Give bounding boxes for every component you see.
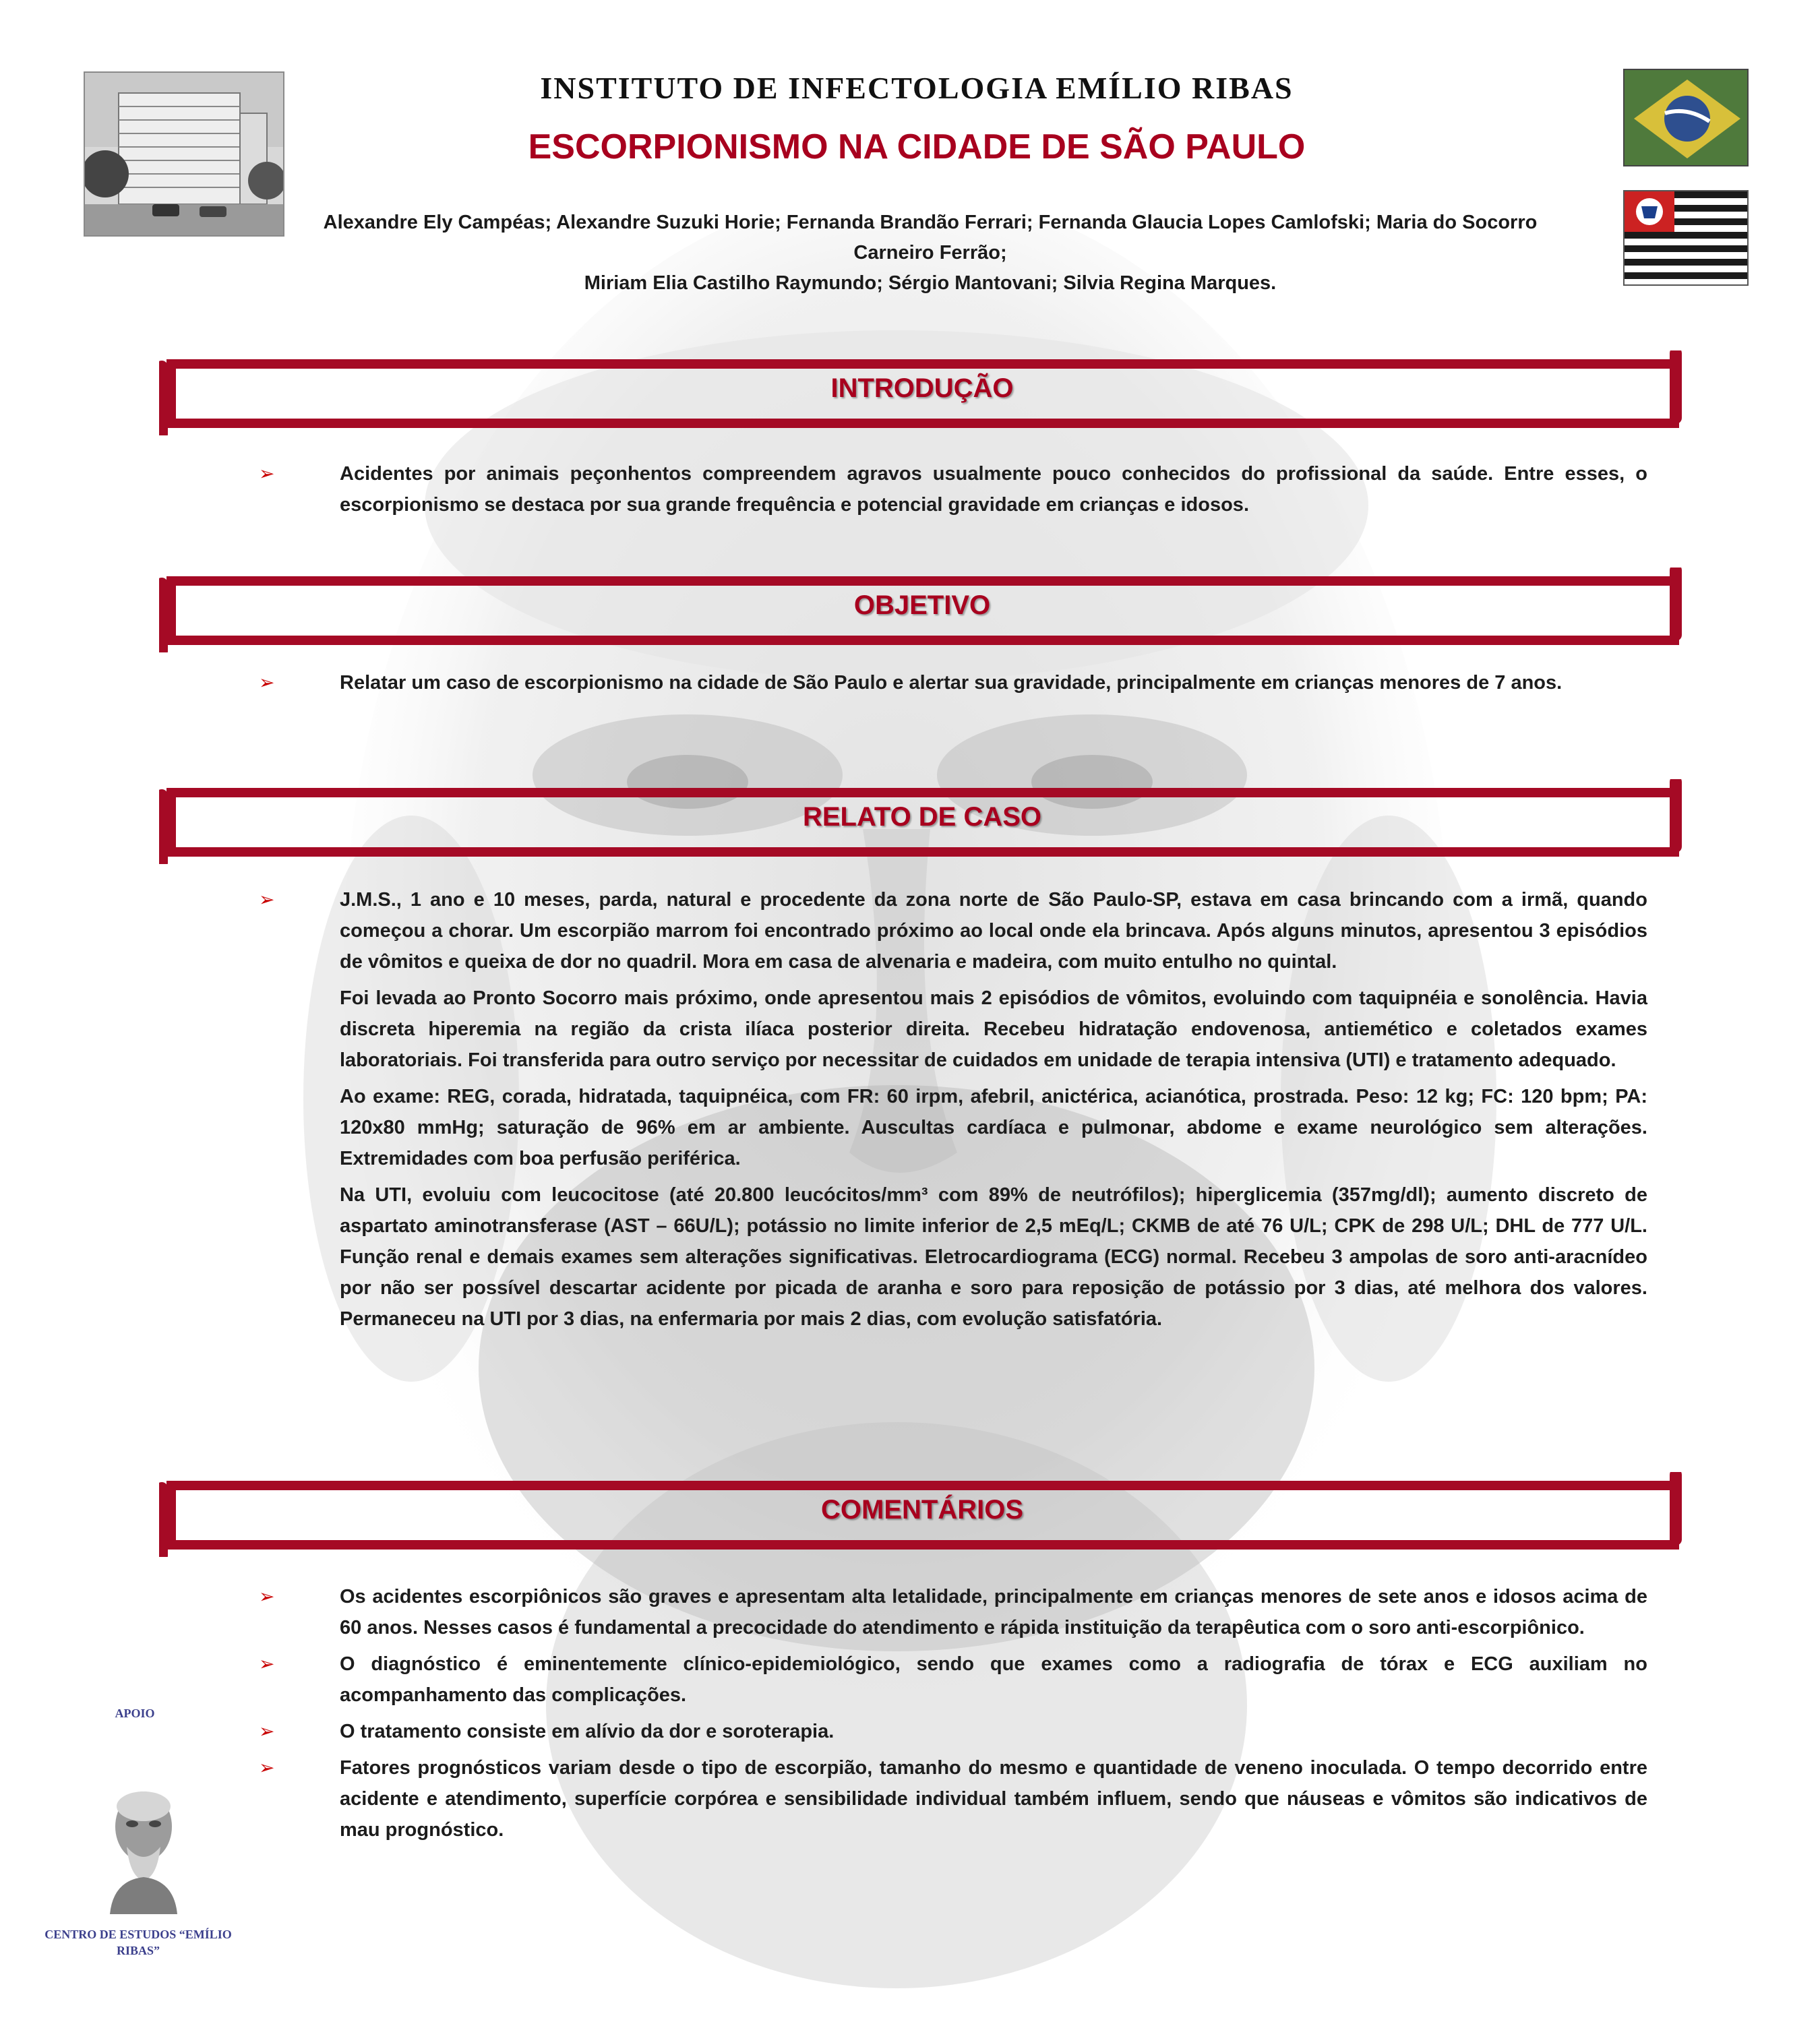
list-item xyxy=(259,1752,1647,1845)
list-item xyxy=(259,884,1647,977)
section-banner-introducao xyxy=(159,350,1685,435)
comment-text-3: O tratamento consiste em alívio da dor e soroterapia. xyxy=(340,1721,835,1742)
section-title-objetivo: OBJETIVO xyxy=(853,590,991,620)
arrowhead-bullet-icon: ➢ xyxy=(259,1586,275,1607)
intro-text: Acidentes por animais peçonhentos compreendem agravos usualmente pouco conhecidos do profissional da saúde. Entre esses, o escorpionismo se destaca por sua grande frequência e potencial gravidade em crianças e idosos. xyxy=(340,463,1647,516)
comment-text-4: Fatores prognósticos variam desde o tipo de escorpião, tamanho do mesmo e quantidade de veneno inoculada. O tempo decorrido entre acidente e atendimento, superfície corpórea e sensibilidade individual também influem, sendo que náuseas e vômitos são indicativos de mau prognóstico. xyxy=(340,1757,1647,1841)
section-body-relato xyxy=(259,884,1647,1340)
authors-line-1: Alexandre Ely Campéas; Alexandre Suzuki Horie; Fernanda Brandão Ferrari; Fernanda Glaucia Lopes Camlofski; Maria do Socorro Carneiro Ferrão; xyxy=(323,212,1538,264)
section-banner-relato xyxy=(159,779,1685,864)
arrowhead-bullet-icon: ➢ xyxy=(259,1721,275,1742)
section-banner-objetivo xyxy=(159,568,1685,652)
list-item xyxy=(259,667,1647,698)
authors-line-2: Miriam Elia Castilho Raymundo; Sérgio Mantovani; Silvia Regina Marques. xyxy=(584,272,1277,294)
support-label: APOIO xyxy=(115,1707,155,1720)
section-body-introducao xyxy=(259,458,1647,526)
emilio-ribas-bust-image xyxy=(100,1779,187,1914)
comment-text-2: O diagnóstico é eminentemente clínico-epidemiológico, sendo que exames como a radiografia de tórax e ECG auxiliam no acompanhamento das complicações. xyxy=(340,1653,1647,1706)
section-body-comentarios xyxy=(259,1581,1647,1851)
list-item xyxy=(259,1649,1647,1711)
poster-title: ESCORPIONISMO NA CIDADE DE SÃO PAULO xyxy=(528,127,1306,166)
arrowhead-bullet-icon: ➢ xyxy=(259,1757,275,1778)
section-title-comentarios: COMENTÁRIOS xyxy=(821,1495,1023,1525)
comment-text-1: Os acidentes escorpiônicos são graves e apresentam alta letalidade, principalmente em crianças menores de sete anos e idosos acima de 60 anos. Nesses casos é fundamental a precocidade do atendimento e rápida instituição da terapêutica com o soro anti-escorpiônico. xyxy=(340,1586,1647,1638)
arrowhead-bullet-icon: ➢ xyxy=(259,889,275,910)
section-body-objetivo xyxy=(259,667,1647,704)
sao-paulo-flag-icon xyxy=(1623,190,1749,286)
list-item xyxy=(259,1581,1647,1643)
list-item xyxy=(259,1716,1647,1747)
arrowhead-bullet-icon: ➢ xyxy=(259,463,275,484)
case-paragraph-1: Foi levada ao Pronto Socorro mais próximo, onde apresentou mais 2 episódios de vômitos, evoluindo com taquipnéia e sonolência. Havia discreta hiperemia na região da crista ilíaca posterior direita. Recebeu hidratação endovenosa, antiemético e coletados exames laboratoriais. Foi transferida para outro serviço por necessitar de cuidados em unidade de terapia intensiva (UTI) e tratamento adequado. xyxy=(340,987,1647,1071)
arrowhead-bullet-icon: ➢ xyxy=(259,672,275,693)
case-intro-text: J.M.S., 1 ano e 10 meses, parda, natural e procedente da zona norte de São Paulo-SP, estava em casa brincando com a irmã, quando começou a chorar. Um escorpião marrom foi encontrado próximo ao local onde ela brincava. Após alguns minutos, apresentou 3 episódios de vômitos e queixa de dor no quadril. Mora em casa de alvenaria e madeira, com muito entulho no quintal. xyxy=(340,889,1647,973)
institution-name: INSTITUTO DE INFECTOLOGIA EMÍLIO RIBAS xyxy=(540,71,1294,105)
list-item xyxy=(259,458,1647,520)
support-organization-name: CENTRO DE ESTUDOS “EMÍLIO RIBAS” xyxy=(44,1928,232,1957)
section-title-relato: RELATO DE CASO xyxy=(802,802,1042,832)
arrowhead-bullet-icon: ➢ xyxy=(259,1653,275,1674)
section-title-introducao: INTRODUÇÃO xyxy=(830,373,1014,403)
authors-list xyxy=(297,208,1564,299)
objective-text: Relatar um caso de escorpionismo na cidade de São Paulo e alertar sua gravidade, principalmente em crianças menores de 7 anos. xyxy=(340,672,1563,694)
case-paragraph-3: Na UTI, evoluiu com leucocitose (até 20.800 leucócitos/mm³ com 89% de neutrófilos); hiperglicemia (357mg/dl); aumento discreto de aspartato aminotransferase (AST – 66U/L); potássio no limite inferior de 2,5 mEq/L; CKMB de até 76 U/L; CPK de 298 U/L; DHL de 777 U/L. Função renal e demais exames sem alterações significativas. Eletrocardiograma (ECG) normal. Recebeu 3 ampolas de soro anti-aracnídeo por não ser possível descartar acidente por picada de aranha e soro para reposição de potássio por 3 dias, até melhora dos valores. Permaneceu na UTI por 3 dias, na enfermaria por mais 2 dias, com evolução satisfatória. xyxy=(340,1184,1647,1330)
section-banner-comentarios xyxy=(159,1472,1685,1557)
brazil-flag-icon xyxy=(1623,69,1749,166)
case-paragraph-2: Ao exame: REG, corada, hidratada, taquipnéica, com FR: 60 irpm, afebril, anictérica, acianótica, prostrada. Peso: 12 kg; FC: 120 bpm; PA: 120x80 mmHg; saturação de 96% em ar ambiente. Auscultas cardíaca e pulmonar, abdome e exame neurológico sem alterações. Extremidades com boa perfusão periférica. xyxy=(340,1086,1647,1169)
